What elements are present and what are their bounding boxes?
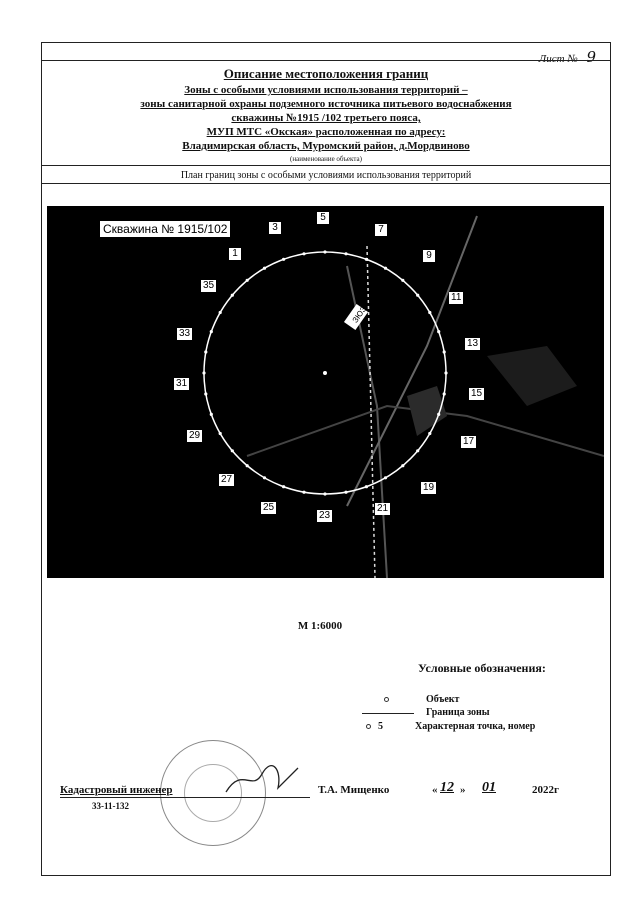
- header-line-4: МУП МТС «Окская» расположенная по адресу:: [206, 126, 446, 138]
- date-open-quote: «: [432, 784, 438, 796]
- settlement-area: [407, 386, 447, 436]
- boundary-point: [344, 252, 347, 255]
- object-symbol-icon: [384, 697, 389, 702]
- legend-object: Объект: [426, 694, 460, 705]
- date-close-quote: »: [460, 784, 466, 796]
- point-label: 9: [423, 250, 435, 262]
- boundary-point: [428, 432, 431, 435]
- boundary-point: [263, 267, 266, 270]
- well-label: Скважина № 1915/102: [99, 220, 231, 238]
- point-label: 33: [179, 328, 191, 339]
- object-marker: [323, 371, 327, 375]
- date-month: 01: [482, 780, 496, 795]
- map-scale: М 1:6000: [297, 620, 343, 632]
- boundary-point: [246, 464, 249, 467]
- boundary-point: [344, 491, 347, 494]
- date-year: 2022г: [532, 784, 559, 796]
- header-line-2: зоны санитарной охраны подземного источника питьевого водоснабжения: [140, 98, 512, 110]
- boundary-point: [416, 449, 419, 452]
- boundary-point: [219, 432, 222, 435]
- header-line-3: скважины №1915 /102 третьего пояса,: [231, 112, 421, 124]
- boundary-point: [401, 279, 404, 282]
- boundary-point: [401, 464, 404, 467]
- boundary-point: [302, 252, 305, 255]
- point-label: 23: [319, 510, 331, 521]
- legend-point: Характерная точка, номер: [415, 721, 536, 732]
- point-label: 11: [451, 292, 462, 303]
- boundary-point: [202, 371, 205, 374]
- boundary-point: [210, 330, 213, 333]
- point-label: 21: [377, 503, 389, 514]
- signature-name: Т.А. Мищенко: [318, 784, 390, 796]
- boundary-symbol-icon: [362, 713, 414, 714]
- boundary-point: [443, 392, 446, 395]
- boundary-point: [443, 350, 446, 353]
- boundary-point: [323, 492, 326, 495]
- road-label: ЗЮЗ: [350, 304, 369, 325]
- boundary-point: [323, 250, 326, 253]
- signature-image: [222, 762, 302, 802]
- plan-title: План границ зоны с особыми условиями использования территорий: [180, 170, 472, 181]
- boundary-point: [204, 350, 207, 353]
- point-label: 7: [375, 224, 387, 236]
- boundary-point: [204, 392, 207, 395]
- legend-point-number: 5: [378, 721, 383, 732]
- boundary-point: [219, 311, 222, 314]
- boundary-point: [365, 258, 368, 261]
- point-label: 5: [317, 212, 329, 224]
- signature-code: 33-11-132: [92, 801, 129, 811]
- header-line-5: Владимирская область, Муромский район, д.Мордвиново: [182, 140, 470, 152]
- sheet-value: 9: [586, 48, 596, 66]
- document-title: Описание местоположения границ: [223, 66, 429, 81]
- header-line-1: Зоны с особыми условиями использования территорий –: [184, 84, 468, 96]
- point-label: 1: [229, 248, 241, 260]
- point-label: 31: [176, 378, 188, 389]
- signature-line: [60, 797, 310, 798]
- point-label: 17: [463, 436, 475, 447]
- boundary-point: [263, 476, 266, 479]
- boundary-point: [365, 485, 368, 488]
- divider: [41, 165, 611, 166]
- divider: [41, 183, 611, 184]
- boundary-point: [246, 279, 249, 282]
- boundary-point: [302, 491, 305, 494]
- legend-boundary: Граница зоны: [426, 707, 490, 718]
- boundary-point: [416, 294, 419, 297]
- point-symbol-icon: [366, 724, 371, 729]
- signature-role: Кадастровый инженер: [60, 784, 173, 796]
- map-drawing: [47, 206, 604, 578]
- boundary-point: [437, 413, 440, 416]
- boundary-point: [231, 294, 234, 297]
- point-label: 19: [423, 482, 435, 493]
- point-label: 25: [263, 502, 275, 513]
- object-caption: (наименование объекта): [290, 155, 362, 163]
- date-day: 12: [440, 780, 454, 795]
- boundary-point: [444, 371, 447, 374]
- boundary-point: [384, 476, 387, 479]
- boundary-point: [437, 330, 440, 333]
- boundary-point: [282, 485, 285, 488]
- point-label: 3: [269, 222, 281, 234]
- divider: [41, 60, 611, 61]
- boundary-point: [231, 449, 234, 452]
- point-label: 13: [467, 338, 479, 349]
- point-label: 29: [189, 430, 201, 441]
- point-label: 15: [471, 388, 483, 399]
- boundary-point: [282, 258, 285, 261]
- map-image: [47, 206, 604, 578]
- legend-title: Условные обозначения:: [418, 661, 546, 675]
- point-label: 27: [221, 474, 233, 485]
- sheet-number: [539, 48, 596, 66]
- settlement-area: [487, 346, 577, 406]
- point-label: 35: [203, 280, 215, 291]
- sheet-label: Лист №: [538, 53, 578, 65]
- boundary-point: [428, 311, 431, 314]
- boundary-point: [210, 413, 213, 416]
- boundary-point: [384, 267, 387, 270]
